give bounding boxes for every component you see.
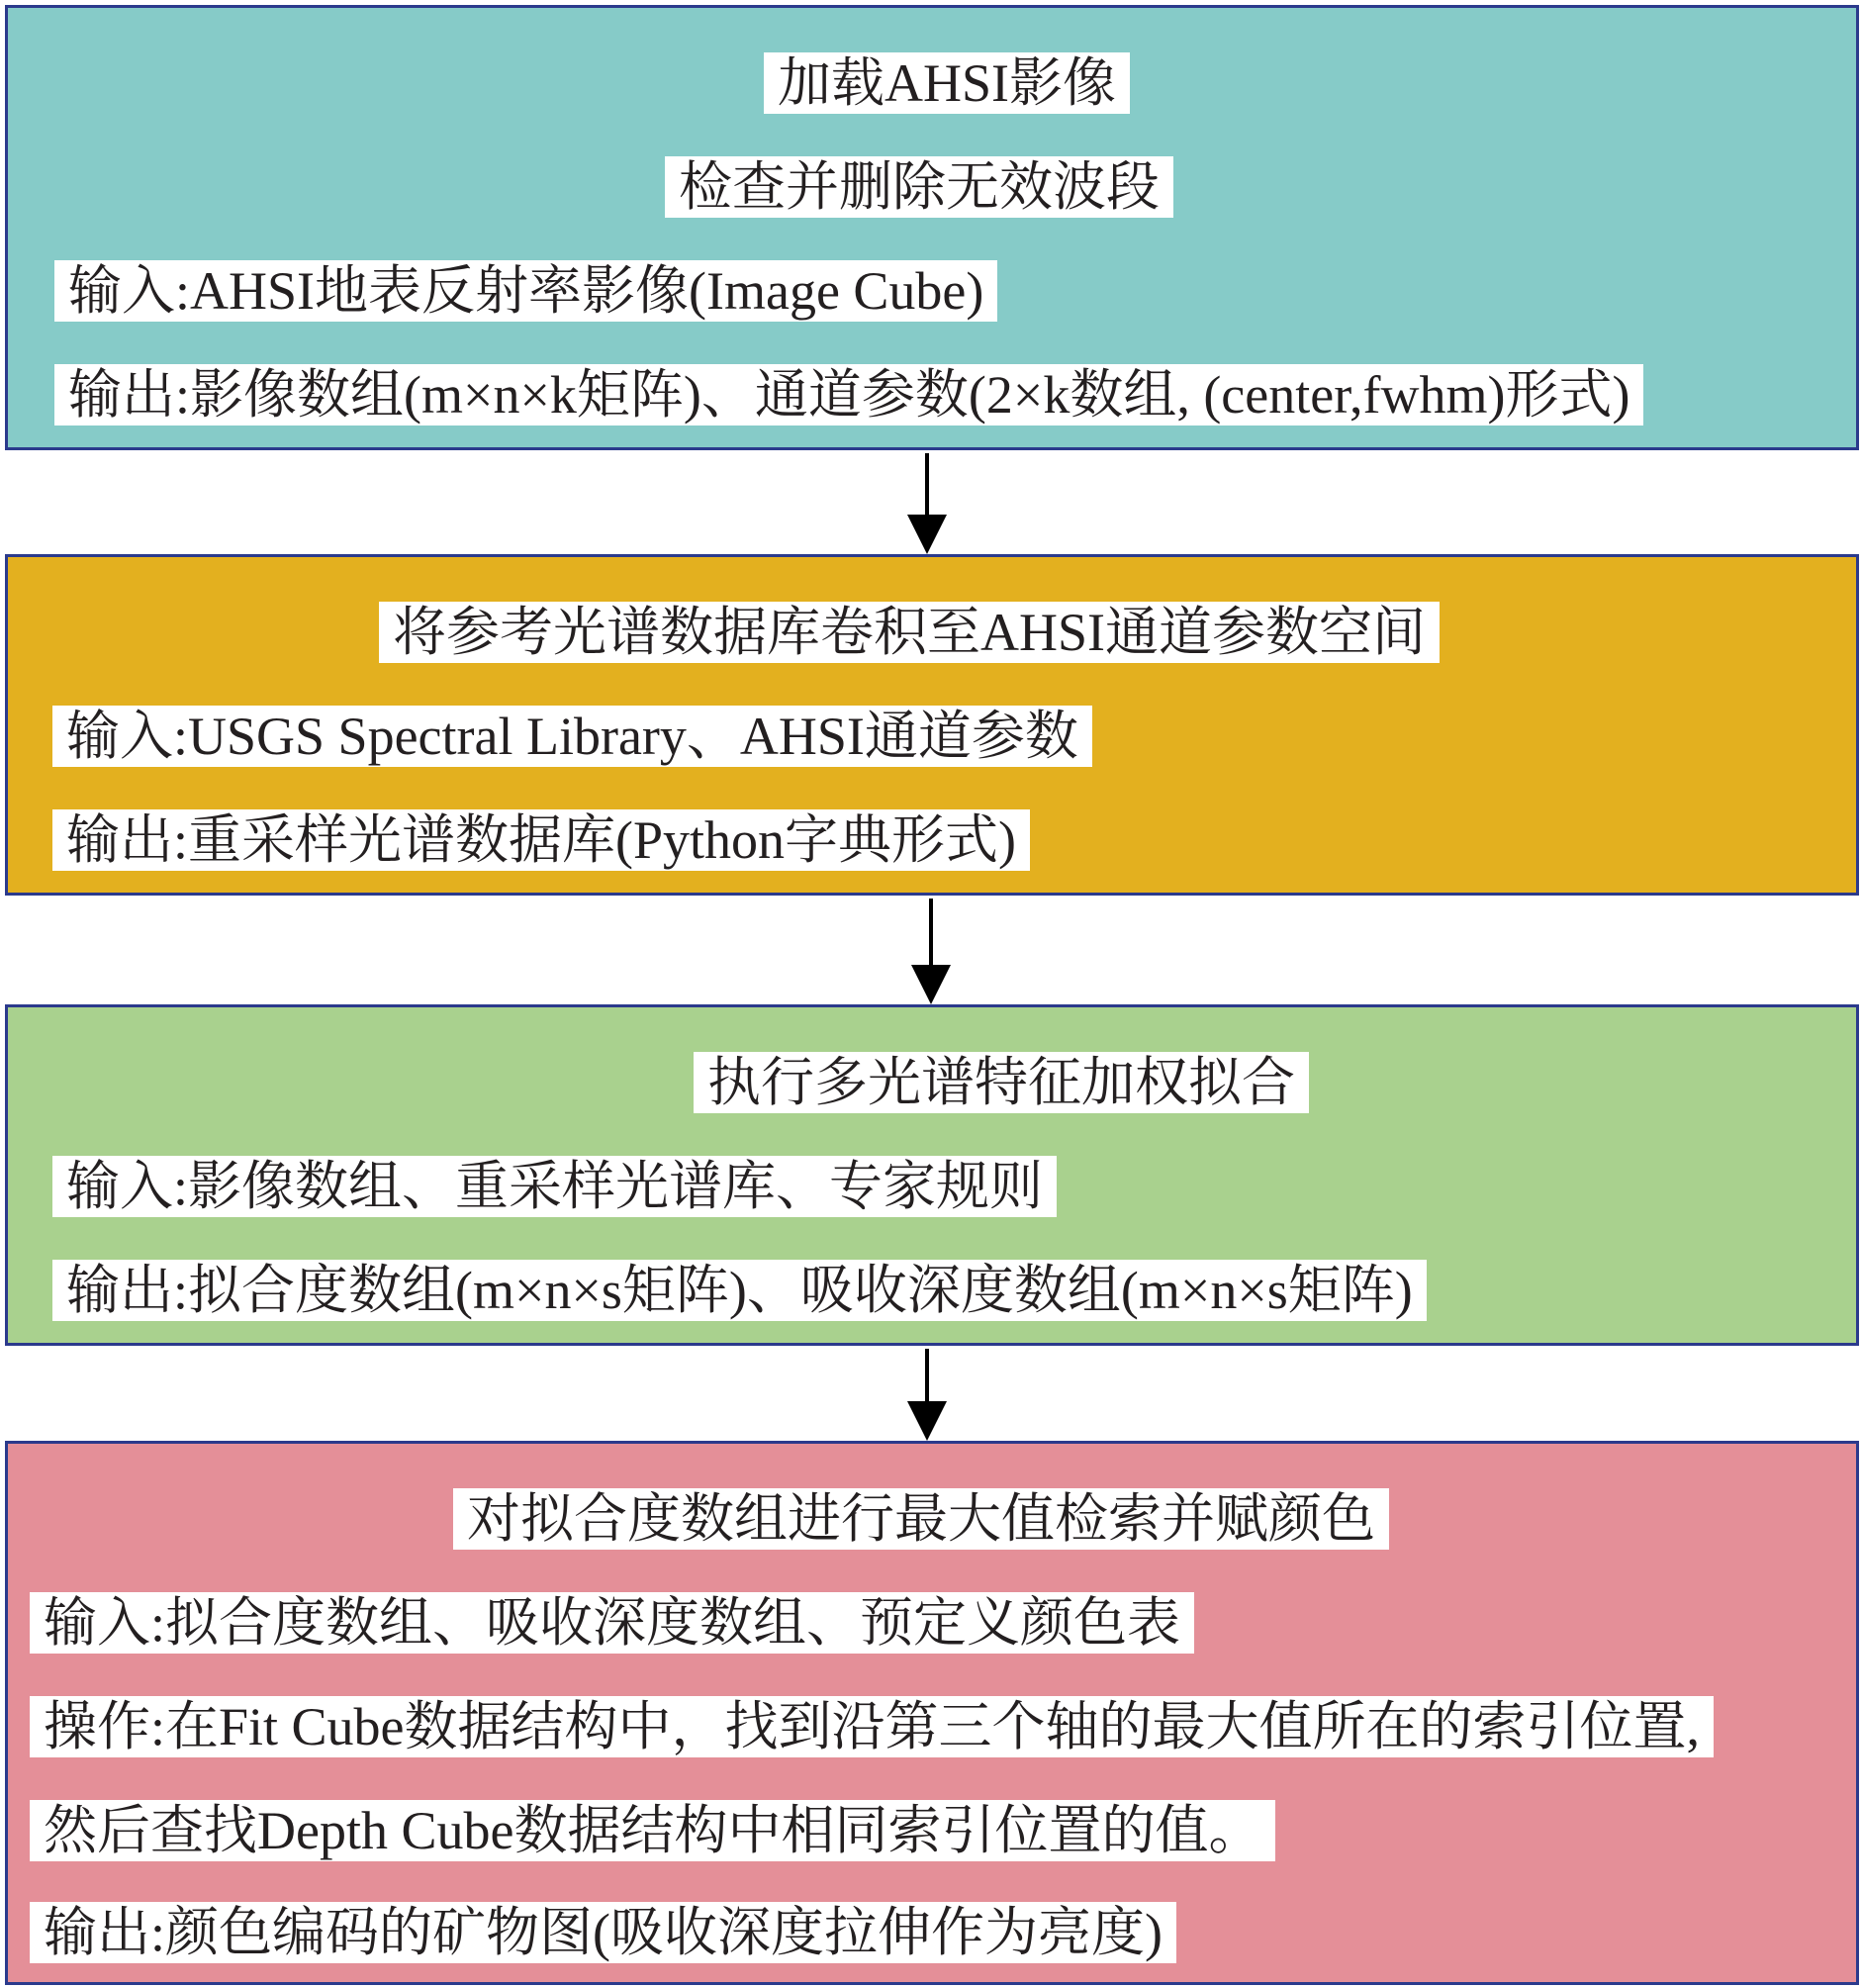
step-input-weighted-fitting: 输入:影像数组、重采样光谱库、专家规则 [52,1156,1057,1217]
step-title-weighted-fitting: 执行多光谱特征加权拟合 [694,1052,1309,1113]
step-title-max-search-color: 对拟合度数组进行最大值检索并赋颜色 [453,1488,1389,1550]
step-output-convolve-library: 输出:重采样光谱数据库(Python字典形式) [52,809,1030,871]
step-operation-line-2: 然后查找Depth Cube数据结构中相同索引位置的值。 [30,1800,1275,1861]
step-input-load-image: 输入:AHSI地表反射率影像(Image Cube) [54,260,997,322]
step-title-load-image: 加载AHSI影像 [764,52,1130,114]
step-input-max-search-color: 输入:拟合度数组、吸收深度数组、预定义颜色表 [30,1592,1194,1654]
step-output-weighted-fitting: 输出:拟合度数组(m×n×s矩阵)、吸收深度数组(m×n×s矩阵) [52,1260,1427,1321]
step-title-convolve-library: 将参考光谱数据库卷积至AHSI通道参数空间 [379,602,1440,663]
step-output-max-search-color: 输出:颜色编码的矿物图(吸收深度拉伸作为亮度) [30,1902,1176,1963]
step-subtitle-remove-bands: 检查并删除无效波段 [665,156,1173,218]
step-input-convolve-library: 输入:USGS Spectral Library、AHSI通道参数 [52,706,1092,767]
step-operation-line-1: 操作:在Fit Cube数据结构中，找到沿第三个轴的最大值所在的索引位置, [30,1696,1714,1757]
step-output-load-image: 输出:影像数组(m×n×k矩阵)、通道参数(2×k数组, (center,fwhm)形式) [54,364,1643,426]
